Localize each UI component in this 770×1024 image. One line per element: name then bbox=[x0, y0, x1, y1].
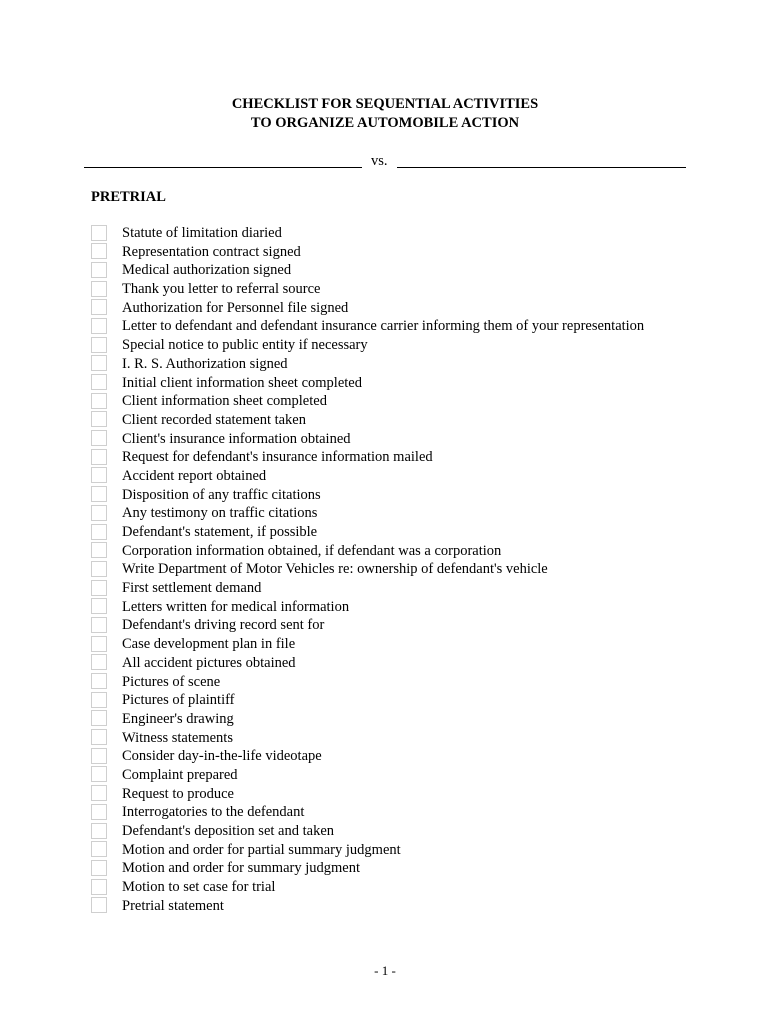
versus-label: vs. bbox=[371, 153, 388, 169]
checklist-item bbox=[91, 317, 731, 336]
checklist-item bbox=[91, 430, 731, 449]
checklist-item-label: Witness statements bbox=[122, 729, 233, 746]
checkbox[interactable] bbox=[91, 636, 107, 652]
checklist-item bbox=[91, 616, 731, 635]
checklist-item-label: Authorization for Personnel file signed bbox=[122, 299, 349, 316]
checkbox[interactable] bbox=[91, 486, 107, 502]
checklist-item-label: Special notice to public entity if necessary bbox=[122, 337, 368, 354]
checklist-item bbox=[91, 598, 731, 617]
checklist-item bbox=[91, 523, 731, 542]
checkbox[interactable] bbox=[91, 449, 107, 465]
checklist-item bbox=[91, 486, 731, 505]
checkbox[interactable] bbox=[91, 897, 107, 913]
checklist-item-label: I. R. S. Authorization signed bbox=[122, 355, 288, 372]
checklist-item bbox=[91, 392, 731, 411]
checklist-item-label: Consider day-in-the-life videotape bbox=[122, 748, 322, 765]
plaintiff-blank-line[interactable] bbox=[84, 167, 362, 168]
checklist-item bbox=[91, 766, 731, 785]
checklist-item-label: Statute of limitation diaried bbox=[122, 225, 282, 241]
checklist-item bbox=[91, 224, 731, 243]
checkbox[interactable] bbox=[91, 542, 107, 558]
checkbox[interactable] bbox=[91, 374, 107, 390]
checklist-item bbox=[91, 411, 731, 430]
checklist-item-label: All accident pictures obtained bbox=[122, 654, 296, 671]
checklist-item bbox=[91, 673, 731, 692]
checkbox[interactable] bbox=[91, 598, 107, 614]
checkbox[interactable] bbox=[91, 841, 107, 857]
checklist-item-label: Motion and order for summary judgment bbox=[122, 860, 360, 877]
section-heading-pretrial: PRETRIAL bbox=[91, 189, 166, 205]
checklist-item-label: Representation contract signed bbox=[122, 243, 301, 260]
checklist-item bbox=[91, 280, 731, 299]
checklist-item bbox=[91, 803, 731, 822]
checklist-item bbox=[91, 841, 731, 860]
checklist-item-label: Thank you letter to referral source bbox=[122, 281, 321, 298]
defendant-blank-line[interactable] bbox=[397, 167, 686, 168]
checklist-item bbox=[91, 374, 731, 393]
checklist-item bbox=[91, 355, 731, 374]
checklist-item-label: Letters written for medical information bbox=[122, 598, 350, 615]
checklist-item-label: Corporation information obtained, if defendant was a corporation bbox=[122, 542, 502, 559]
checklist-item bbox=[91, 504, 731, 523]
checklist-item-label: Request for defendant's insurance information mailed bbox=[122, 449, 433, 466]
parties-line bbox=[0, 152, 770, 170]
checklist-item bbox=[91, 448, 731, 467]
checkbox[interactable] bbox=[91, 393, 107, 409]
checklist-item-label: Any testimony on traffic citations bbox=[122, 505, 318, 522]
checkbox[interactable] bbox=[91, 766, 107, 782]
checkbox[interactable] bbox=[91, 281, 107, 297]
checkbox[interactable] bbox=[91, 860, 107, 876]
checklist-item-label: Interrogatories to the defendant bbox=[122, 804, 305, 821]
checklist-item-label: Disposition of any traffic citations bbox=[122, 486, 321, 503]
checklist-item bbox=[91, 710, 731, 729]
checklist-item bbox=[91, 822, 731, 841]
checklist-item-label: Pretrial statement bbox=[122, 897, 224, 914]
checklist-item-label: Motion to set case for trial bbox=[122, 879, 276, 896]
checklist-item bbox=[91, 897, 731, 916]
checklist-item bbox=[91, 579, 731, 598]
checkbox[interactable] bbox=[91, 355, 107, 371]
checklist-item bbox=[91, 729, 731, 748]
checklist-item bbox=[91, 243, 731, 262]
checklist-item bbox=[91, 747, 731, 766]
checklist-item bbox=[91, 691, 731, 710]
checklist-item-label: Defendant's deposition set and taken bbox=[122, 823, 334, 839]
checkbox[interactable] bbox=[91, 804, 107, 820]
checklist-item bbox=[91, 542, 731, 561]
checkbox[interactable] bbox=[91, 524, 107, 540]
checklist-item-label: Client's insurance information obtained bbox=[122, 430, 351, 447]
checkbox[interactable] bbox=[91, 225, 107, 241]
checkbox[interactable] bbox=[91, 337, 107, 353]
document-title-line-2: TO ORGANIZE AUTOMOBILE ACTION bbox=[250, 115, 520, 131]
page-number: - 1 - bbox=[374, 963, 396, 978]
checkbox[interactable] bbox=[91, 617, 107, 633]
checklist-item-label: Medical authorization signed bbox=[122, 262, 292, 279]
checklist-item-label: Defendant's statement, if possible bbox=[122, 524, 318, 540]
checkbox[interactable] bbox=[91, 673, 107, 689]
checklist-item bbox=[91, 336, 731, 355]
checklist-item bbox=[91, 785, 731, 804]
checkbox[interactable] bbox=[91, 748, 107, 764]
checklist-item-label: Accident report obtained bbox=[122, 467, 267, 484]
checklist-item bbox=[91, 467, 731, 486]
checkbox[interactable] bbox=[91, 430, 107, 446]
checklist-item-label: Engineer's drawing bbox=[122, 710, 234, 727]
checkbox[interactable] bbox=[91, 785, 107, 801]
checkbox[interactable] bbox=[91, 654, 107, 670]
checklist-item-label: First settlement demand bbox=[122, 580, 262, 597]
checklist-item-label: Complaint prepared bbox=[122, 766, 238, 783]
checklist-item-label: Case development plan in file bbox=[122, 636, 296, 653]
checkbox[interactable] bbox=[91, 580, 107, 596]
checklist-item bbox=[91, 859, 731, 878]
checklist-item bbox=[91, 261, 731, 280]
checklist-item-label: Write Department of Motor Vehicles re: ownership of defendant's vehicle bbox=[122, 561, 548, 578]
checkbox[interactable] bbox=[91, 710, 107, 726]
checklist-item-label: Motion and order for partial summary judgment bbox=[122, 841, 401, 858]
checkbox[interactable] bbox=[91, 561, 107, 577]
checkbox[interactable] bbox=[91, 505, 107, 521]
checkbox[interactable] bbox=[91, 823, 107, 839]
checkbox[interactable] bbox=[91, 262, 107, 278]
pretrial-checklist bbox=[91, 224, 731, 915]
checklist-item-label: Pictures of plaintiff bbox=[122, 692, 235, 709]
checklist-item-label: Client information sheet completed bbox=[122, 393, 327, 410]
checklist-item bbox=[91, 299, 731, 318]
checklist-item bbox=[91, 878, 731, 897]
checklist-item-label: Request to produce bbox=[122, 785, 234, 802]
checkbox[interactable] bbox=[91, 729, 107, 745]
checkbox[interactable] bbox=[91, 299, 107, 315]
checkbox[interactable] bbox=[91, 318, 107, 334]
checkbox[interactable] bbox=[91, 411, 107, 427]
checklist-item-label: Initial client information sheet completed bbox=[122, 374, 362, 391]
checkbox[interactable] bbox=[91, 243, 107, 259]
document-title-line-1: CHECKLIST FOR SEQUENTIAL ACTIVITIES bbox=[231, 96, 539, 112]
checkbox[interactable] bbox=[91, 467, 107, 483]
checklist-item bbox=[91, 560, 731, 579]
checklist-item-label: Defendant's driving record sent for bbox=[122, 617, 325, 634]
checklist-item-label: Client recorded statement taken bbox=[122, 411, 306, 428]
checkbox[interactable] bbox=[91, 692, 107, 708]
checklist-item-label: Letter to defendant and defendant insurance carrier informing them of your representation bbox=[122, 318, 645, 335]
checklist-item bbox=[91, 635, 731, 654]
checkbox[interactable] bbox=[91, 879, 107, 895]
checklist-item bbox=[91, 654, 731, 673]
checklist-item-label: Pictures of scene bbox=[122, 673, 221, 690]
